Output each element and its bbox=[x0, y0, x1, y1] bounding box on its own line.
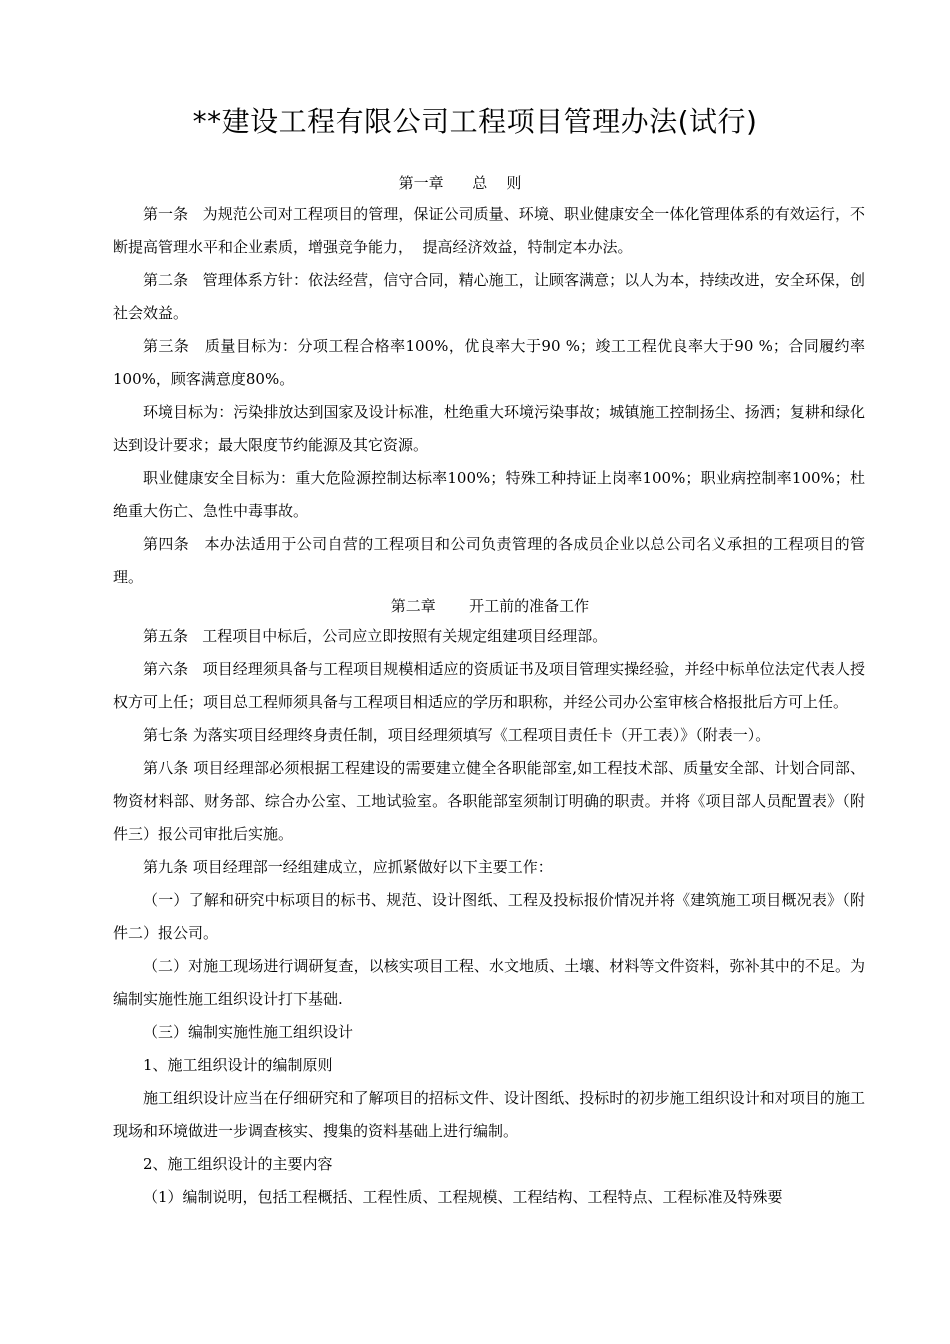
paragraph: （一）了解和研究中标项目的标书、规范、设计图纸、工程及投标报价情况并将《建筑施工项目概况表》（附件二）报公司。 bbox=[113, 891, 865, 942]
chapter-heading: 第二章 开工前的准备工作 bbox=[390, 597, 590, 615]
paragraph: （二）对施工现场进行调研复查，以核实项目工程、水文地质、土壤、材料等文件资料，弥补其中的不足。为编制实施性施工组织设计打下基础. bbox=[113, 957, 865, 1008]
paragraph: 职业健康安全目标为：重大危险源控制达标率100%；特殊工种持证上岗率100%；职业病控制率100%；杜绝重大伤亡、急性中毒事故。 bbox=[113, 469, 865, 520]
chapter-body bbox=[113, 620, 865, 1214]
paragraph: 环境目标为：污染排放达到国家及设计标准，杜绝重大环境污染事故；城镇施工控制扬尘、扬洒；复耕和绿化达到设计要求；最大限度节约能源及其它资源。 bbox=[113, 403, 865, 454]
paragraph: 1、施工组织设计的编制原则 bbox=[143, 1056, 333, 1074]
paragraph: 第二条 管理体系方针：依法经营，信守合同，精心施工，让顾客满意；以人为本，持续改进，安全环保，创社会效益。 bbox=[113, 271, 865, 322]
paragraph: 第七条 为落实项目经理终身责任制，项目经理须填写《工程项目责任卡（开工表）》（附表一）。 bbox=[143, 726, 771, 744]
paragraph: 第九条 项目经理部一经组建成立，应抓紧做好以下主要工作： bbox=[143, 858, 553, 876]
paragraph: 施工组织设计应当在仔细研究和了解项目的招标文件、设计图纸、投标时的初步施工组织设计和对项目的施工现场和环境做进一步调查核实、搜集的资料基础上进行编制。 bbox=[113, 1089, 865, 1140]
chapter-heading: 第一章 总 则 bbox=[398, 174, 522, 192]
document-title: **建设工程有限公司工程项目管理办法(试行) bbox=[192, 105, 758, 138]
paragraph: 第四条 本办法适用于公司自营的工程项目和公司负责管理的各成员企业以总公司名义承担的工程项目的管理。 bbox=[113, 535, 865, 586]
paragraph: 第八条 项目经理部必须根据工程建设的需要建立健全各职能部室,如工程技术部、质量安全部、计划合同部、物资材料部、财务部、综合办公室、工地试验室。各职能部室须制订明确的职责。并将《项目部人员配置表》（附件三）报公司审批后实施。 bbox=[113, 759, 865, 843]
paragraph: 2、施工组织设计的主要内容 bbox=[143, 1155, 333, 1173]
paragraph: （三）编制实施性施工组织设计 bbox=[143, 1023, 354, 1041]
paragraph: （1）编制说明，包括工程概括、工程性质、工程规模、工程结构、工程特点、工程标准及特殊要 bbox=[143, 1188, 783, 1206]
chapter-body bbox=[113, 198, 865, 594]
paragraph: 第六条 项目经理须具备与工程项目规模相适应的资质证书及项目管理实操经验，并经中标单位法定代表人授权方可上任；项目总工程师须具备与工程项目相适应的学历和职称，并经公司办公室审核合格报批后方可上任。 bbox=[113, 660, 865, 711]
paragraph: 第五条 工程项目中标后，公司应立即按照有关规定组建项目经理部。 bbox=[143, 627, 608, 645]
paragraph: 第三条 质量目标为：分项工程合格率100%，优良率大于90 %；竣工工程优良率大于90 %；合同履约率100%，顾客满意度80%。 bbox=[113, 337, 865, 388]
paragraph: 第一条 为规范公司对工程项目的管理，保证公司质量、环境、职业健康安全一体化管理体系的有效运行，不断提高管理水平和企业素质，增强竞争能力， 提高经济效益，特制定本办法。 bbox=[113, 205, 865, 256]
